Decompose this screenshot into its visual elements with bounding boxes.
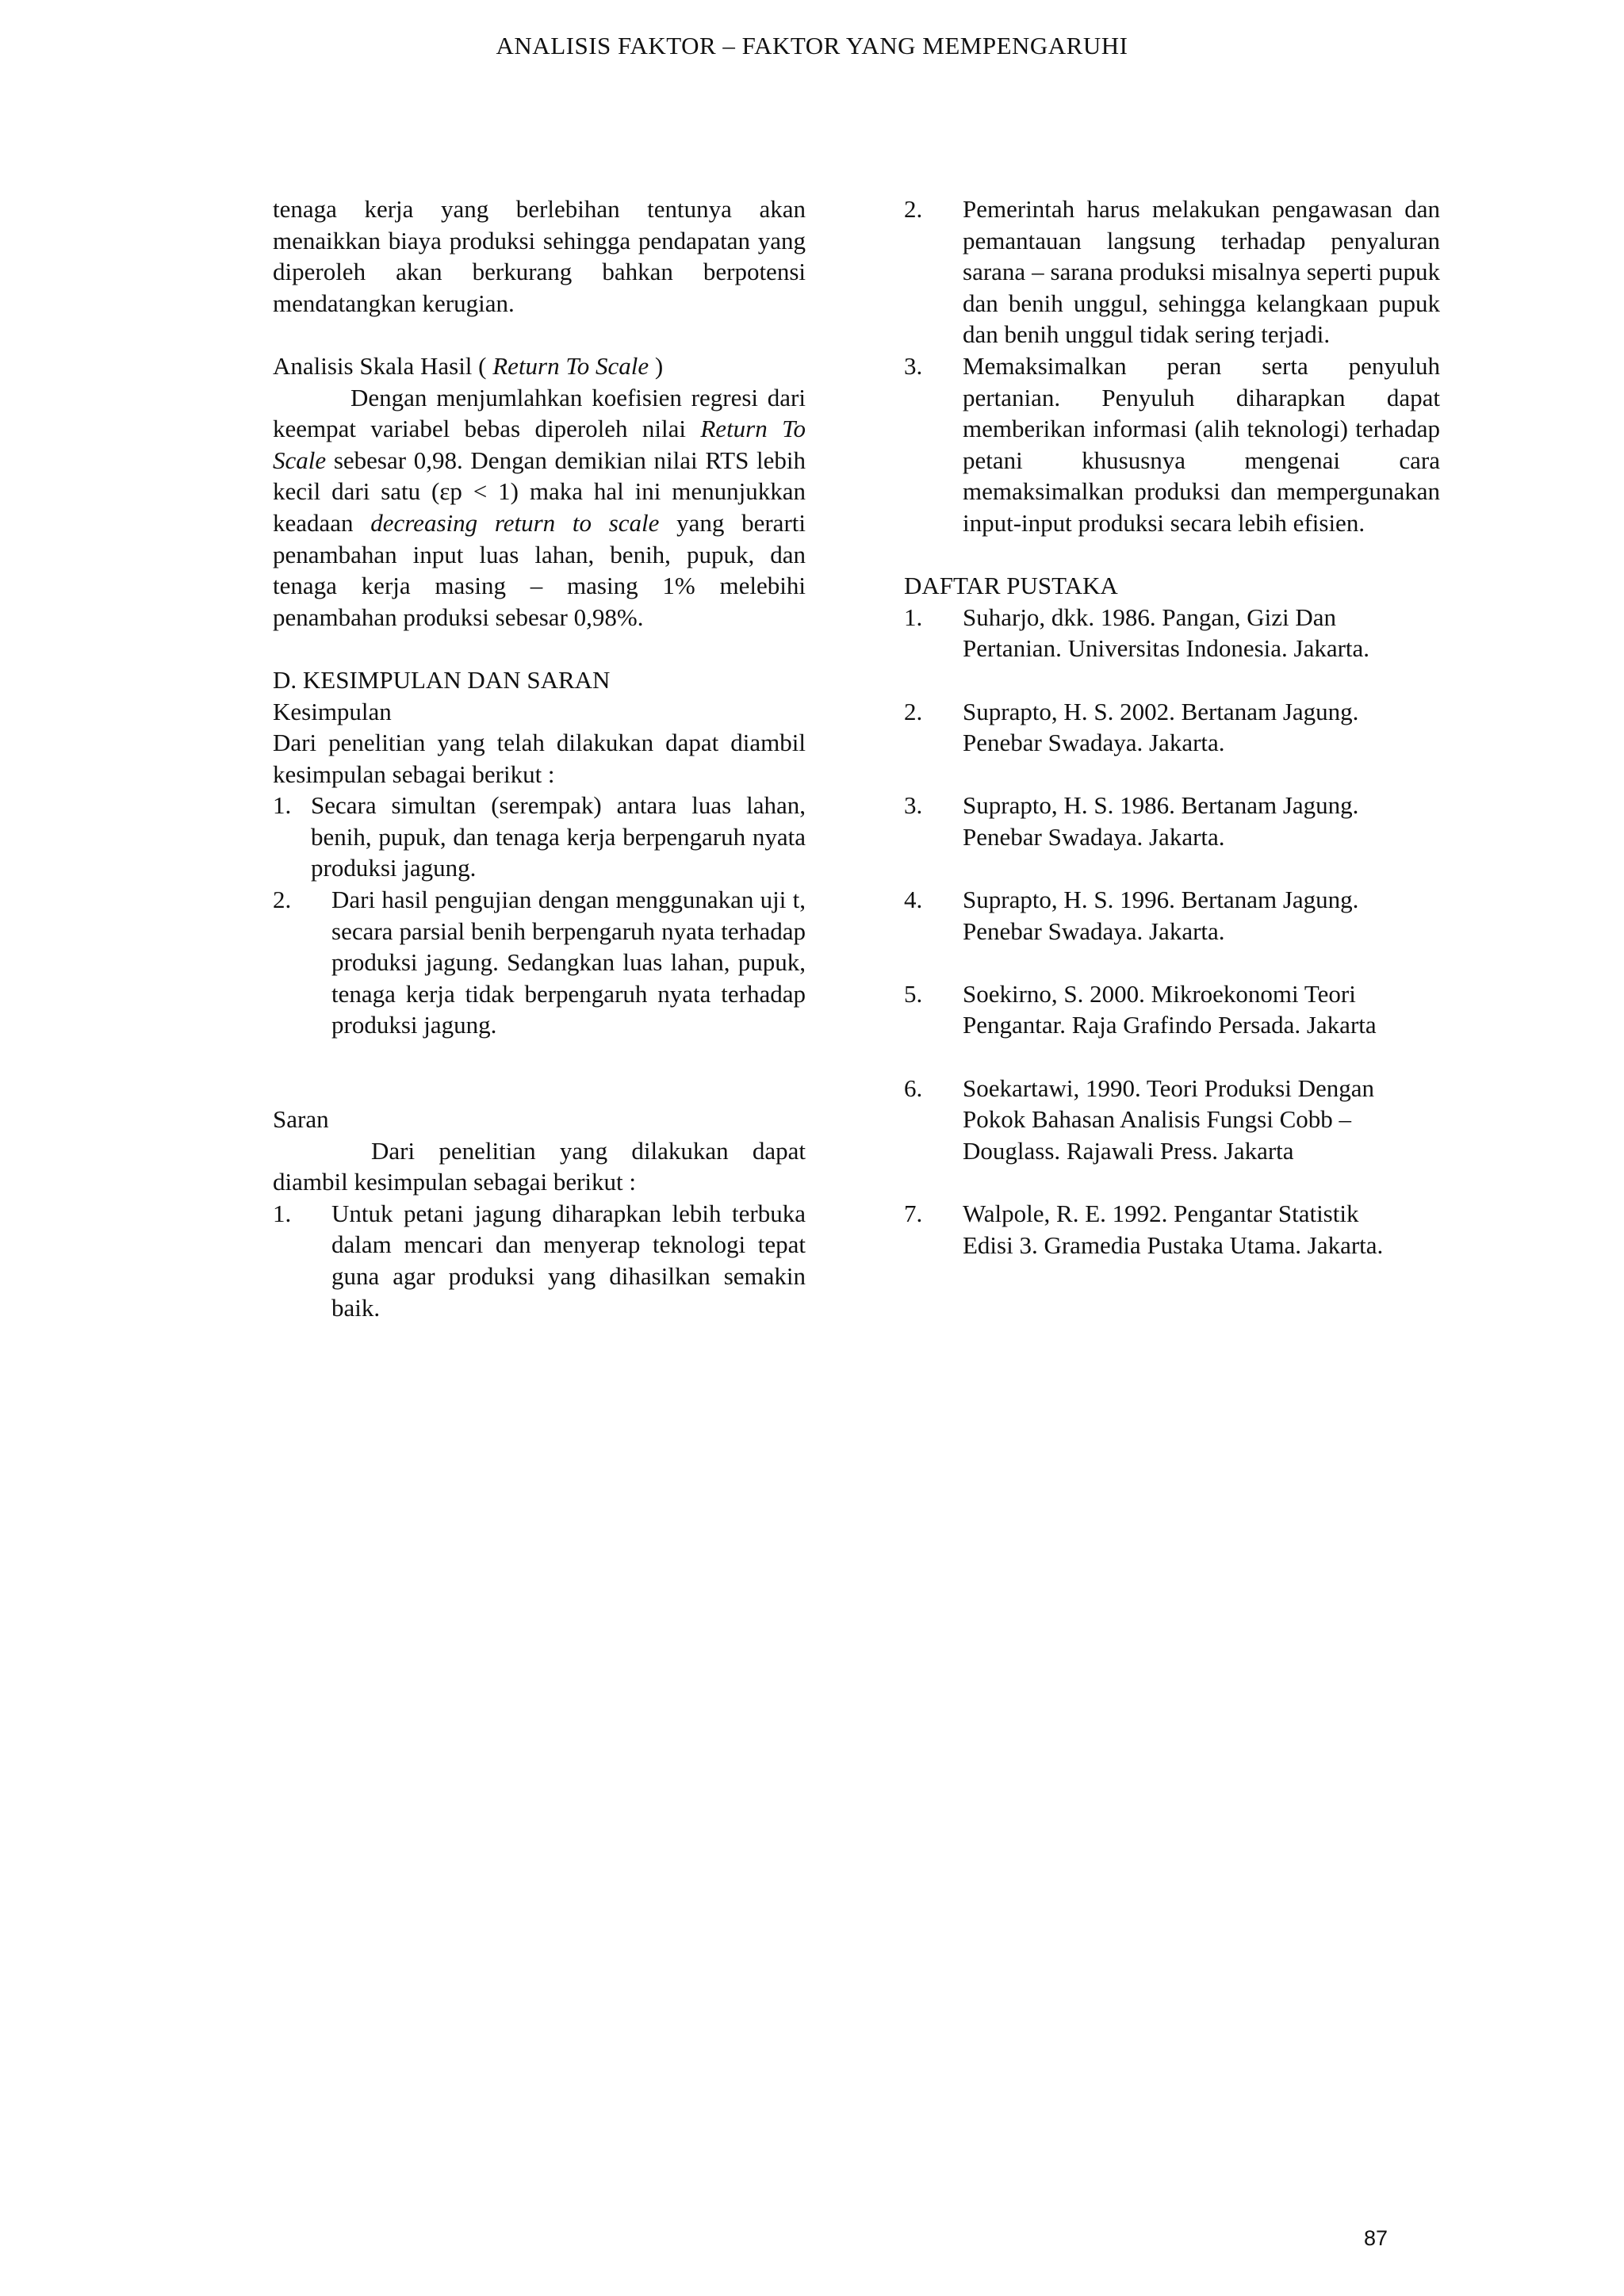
reference-item (904, 884, 1440, 947)
kesimpulan-intro: Dari penelitian yang telah dilakukan dapat diambil kesimpulan sebagai berikut : (273, 729, 806, 788)
reference-item (904, 602, 1440, 664)
list-number: 3. (904, 351, 923, 380)
reference-item (904, 978, 1440, 1041)
intro-paragraph: tenaga kerja yang berlebihan tentunya akan menaikkan biaya produksi sehingga pendapatan yang diperoleh akan berkurang bahkan berpotensi mendatangkan kerugian. (273, 195, 806, 317)
rts-text-3: yang berarti penambahan input luas lahan, benih, pupuk, dan tenaga kerja masing – masing 1% melebihi penambahan produksi sebesar 0,98%. (273, 508, 806, 631)
reference-line: Douglass. Rajawali Press. Jakarta (963, 1136, 1294, 1165)
reference-line: Pokok Bahasan Analisis Fungsi Cobb – (963, 1105, 1352, 1134)
saran-intro: Dari penelitian yang dilakukan dapat diambil kesimpulan sebagai berikut : (273, 1136, 806, 1196)
page-number: 87 (1364, 2226, 1388, 2250)
section-heading: D. KESIMPULAN DAN SARAN (273, 665, 611, 694)
kesimpulan-heading: Kesimpulan (273, 697, 392, 725)
reference-line: Suprapto, H. S. 2002. Bertanam Jagung. (963, 697, 1359, 725)
reference-number: 2. (904, 697, 923, 725)
reference-line: Soekirno, S. 2000. Mikroekonomi Teori (963, 979, 1356, 1008)
reference-number: 3. (904, 791, 923, 820)
reference-number: 6. (904, 1073, 923, 1102)
reference-item (904, 696, 1440, 759)
reference-number: 4. (904, 886, 923, 914)
list-text: Secara simultan (serempak) antara luas lahan, benih, pupuk, dan tenaga kerja berpengaruh nyata produksi jagung. (311, 791, 806, 882)
rts-italic-2: decreasing return to scale (370, 508, 660, 537)
rts-text-1: Dengan menjumlahkan koefisien regresi dari keempat variabel bebas diperoleh nilai (273, 383, 806, 443)
list-text: Dari hasil pengujian dengan menggunakan uji t, secara parsial benih berpengaruh nyata terhadap produksi jagung. Sedangkan luas lahan, pupuk, tenaga kerja tidak berpengaruh nyata terhadap produksi jagung. (331, 886, 806, 1039)
reference-number: 1. (904, 603, 923, 631)
list-number: 2. (904, 195, 923, 223)
reference-item (904, 1198, 1440, 1261)
reference-line: Suharjo, dkk. 1986. Pangan, Gizi Dan (963, 603, 1336, 631)
rts-heading (273, 350, 806, 382)
saran-heading: Saran (273, 1105, 329, 1134)
kesimpulan-item (273, 790, 806, 884)
list-number: 1. (273, 791, 292, 820)
saran-item (904, 350, 1440, 539)
saran-item (904, 193, 1440, 350)
reference-item (904, 1073, 1440, 1167)
reference-line: Edisi 3. Gramedia Pustaka Utama. Jakarta. (963, 1230, 1384, 1259)
rts-heading-suffix: ) (649, 351, 664, 380)
reference-line: Walpole, R. E. 1992. Pengantar Statistik (963, 1200, 1359, 1227)
references-heading: DAFTAR PUSTAKA (904, 572, 1118, 600)
list-number: 2. (273, 886, 292, 914)
list-text: Memaksimalkan peran serta penyuluh pertanian. Penyuluh diharapkan dapat memberikan informasi (alih teknologi) terhadap petani khususnya mengenai cara memaksimalkan produksi dan mempergunakan input-input produksi secara lebih efisien. (963, 351, 1440, 537)
list-number: 1. (273, 1199, 292, 1227)
reference-line: Penebar Swadaya. Jakarta. (963, 822, 1225, 851)
rts-text-2: sebesar 0,98. Dengan demikian nilai RTS lebih kecil dari satu (εp < 1) maka hal ini menunjukkan keadaan (273, 446, 806, 537)
kesimpulan-item (273, 884, 806, 1041)
list-text: Untuk petani jagung diharapkan lebih terbuka dalam mencari dan menyerap teknologi tepat guna agar produksi yang dihasilkan semakin baik. (331, 1199, 806, 1322)
running-header: ANALISIS FAKTOR – FAKTOR YANG MEMPENGARUHI (496, 32, 1128, 59)
rts-heading-prefix: Analisis Skala Hasil ( (273, 351, 493, 380)
right-column (904, 193, 1440, 1261)
reference-number: 5. (904, 979, 923, 1008)
reference-item (904, 790, 1440, 852)
rts-paragraph (273, 382, 806, 633)
rts-italic-1: Return To Scale (273, 415, 806, 474)
reference-line: Pengantar. Raja Grafindo Persada. Jakarta (963, 1011, 1377, 1039)
reference-line: Suprapto, H. S. 1986. Bertanam Jagung. (963, 791, 1359, 820)
reference-line: Suprapto, H. S. 1996. Bertanam Jagung. (963, 886, 1359, 914)
reference-line: Penebar Swadaya. Jakarta. (963, 916, 1225, 945)
rts-heading-italic: Return To Scale (492, 351, 649, 380)
reference-line: Pertanian. Universitas Indonesia. Jakarta. (963, 634, 1370, 663)
reference-line: Penebar Swadaya. Jakarta. (963, 729, 1225, 757)
left-column (273, 193, 806, 1323)
saran-item (273, 1198, 806, 1323)
reference-line: Soekartawi, 1990. Teori Produksi Dengan (963, 1073, 1375, 1102)
list-text: Pemerintah harus melakukan pengawasan dan pemantauan langsung terhadap penyaluran sarana – sarana produksi misalnya seperti pupuk dan benih unggul, sehingga kelangkaan pupuk dan benih unggul tidak sering terjadi. (963, 195, 1440, 349)
reference-number: 7. (904, 1200, 923, 1227)
